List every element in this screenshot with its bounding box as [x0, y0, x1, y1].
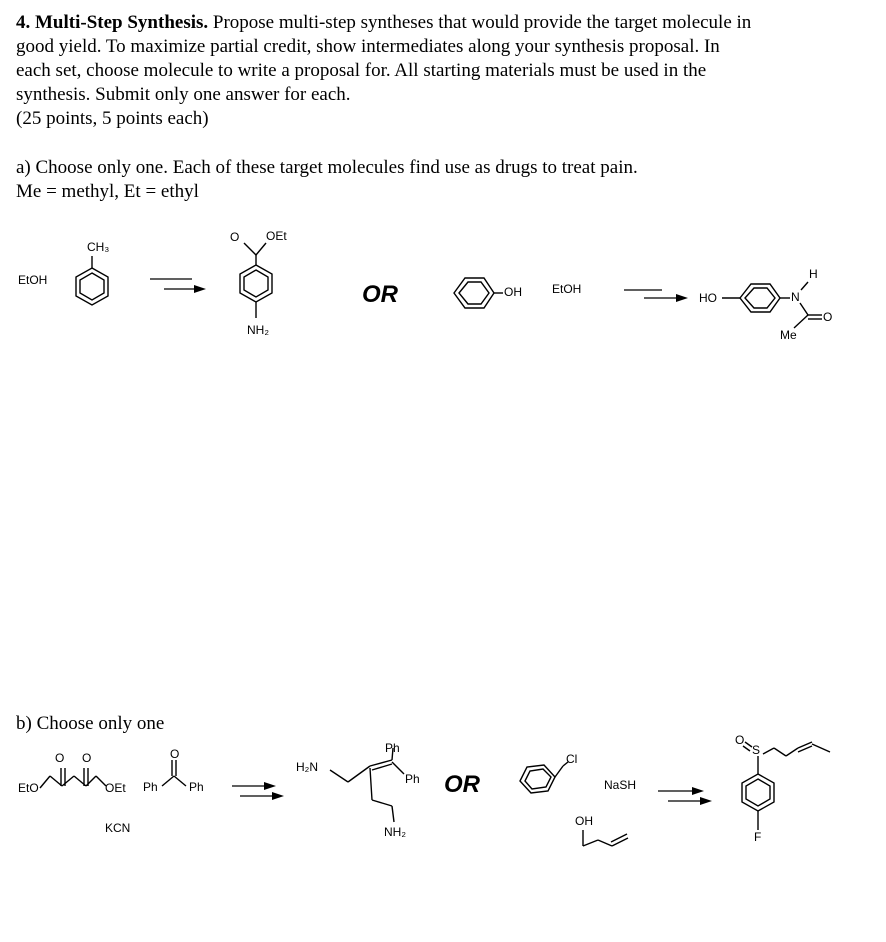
acetaminophen-analog-structure [722, 282, 822, 328]
product-ho-label: HO [699, 291, 717, 305]
ketone-o-label: O [170, 747, 180, 761]
product-ph-top-label: Ph [385, 741, 400, 755]
product-ph-right-label: Ph [405, 772, 420, 786]
sulfoxide-o-label: O [735, 733, 745, 747]
or-label-a: OR [362, 281, 398, 308]
arrow-b2 [658, 787, 712, 805]
part-b-instruction: b) Choose only one [16, 713, 165, 734]
points-line: (25 points, 5 points each) [16, 108, 209, 129]
benzyl-cl-label: Cl [566, 752, 578, 766]
part-a-abbreviations: Me = methyl, Et = ethyl [16, 181, 199, 202]
malonate-eto-label: EtO [18, 781, 39, 795]
toluene-ch3-label: CH₃ [87, 240, 110, 254]
question-number: 4. [16, 12, 31, 33]
product-h2n-label: H₂N [296, 760, 318, 774]
aryl-f-label: F [754, 830, 762, 844]
diethyl-malonate-structure [40, 768, 106, 788]
intro-line-2: good yield. To maximize partial credit, show intermediates along your synthesis proposal. In [16, 36, 720, 57]
reagent-etoh-a2: EtOH [552, 282, 582, 296]
arrow-a1 [150, 279, 206, 293]
malonate-o1-label: O [55, 751, 65, 765]
aniline-nh2-label: NH₂ [247, 323, 269, 337]
intro-line-3: each set, choose molecule to write a proposal for. All starting materials must be used in the [16, 60, 707, 81]
reagent-etoh-a1: EtOH [18, 273, 48, 287]
reagent-nash: NaSH [604, 778, 637, 792]
amide-n-label: N [791, 290, 800, 304]
amide-me-label: Me [780, 328, 797, 342]
arrow-a2 [624, 290, 688, 302]
intro-line-4: synthesis. Submit only one answer for each. [16, 84, 351, 105]
phenol-structure [454, 278, 503, 308]
part-a-instruction: a) Choose only one. Each of these target molecules find use as drugs to treat pain. [16, 157, 638, 178]
toluene-structure [76, 256, 108, 305]
benzyl-chloride-structure [520, 762, 568, 793]
malonate-o2-label: O [82, 751, 92, 765]
sulfoxide-s-label: S [752, 743, 761, 757]
allyl-oh-label: OH [575, 814, 593, 828]
ester-oet-label: OEt [266, 229, 287, 243]
diamine-product-structure [330, 748, 404, 822]
malonate-oet-label: OEt [105, 781, 126, 795]
ketone-ph2-label: Ph [189, 780, 204, 794]
arrow-b1 [232, 782, 284, 800]
question-title: Multi-Step Synthesis. [35, 12, 209, 33]
ester-carbonyl-o-label: O [230, 230, 240, 244]
product-nh2-label: NH₂ [384, 825, 406, 839]
ethyl-aminobenzoate-structure [240, 243, 272, 318]
intro-text-1: Propose multi-step syntheses that would provide the target molecule in [208, 12, 752, 33]
ketone-ph1-label: Ph [143, 780, 158, 794]
reagent-kcn: KCN [105, 821, 131, 835]
amide-h-label: H [809, 267, 818, 281]
allyl-alcohol-structure [583, 830, 628, 846]
amide-o-label: O [823, 310, 833, 324]
benzophenone-structure [162, 760, 186, 786]
or-label-b: OR [444, 771, 480, 798]
phenol-oh-label: OH [504, 285, 522, 299]
